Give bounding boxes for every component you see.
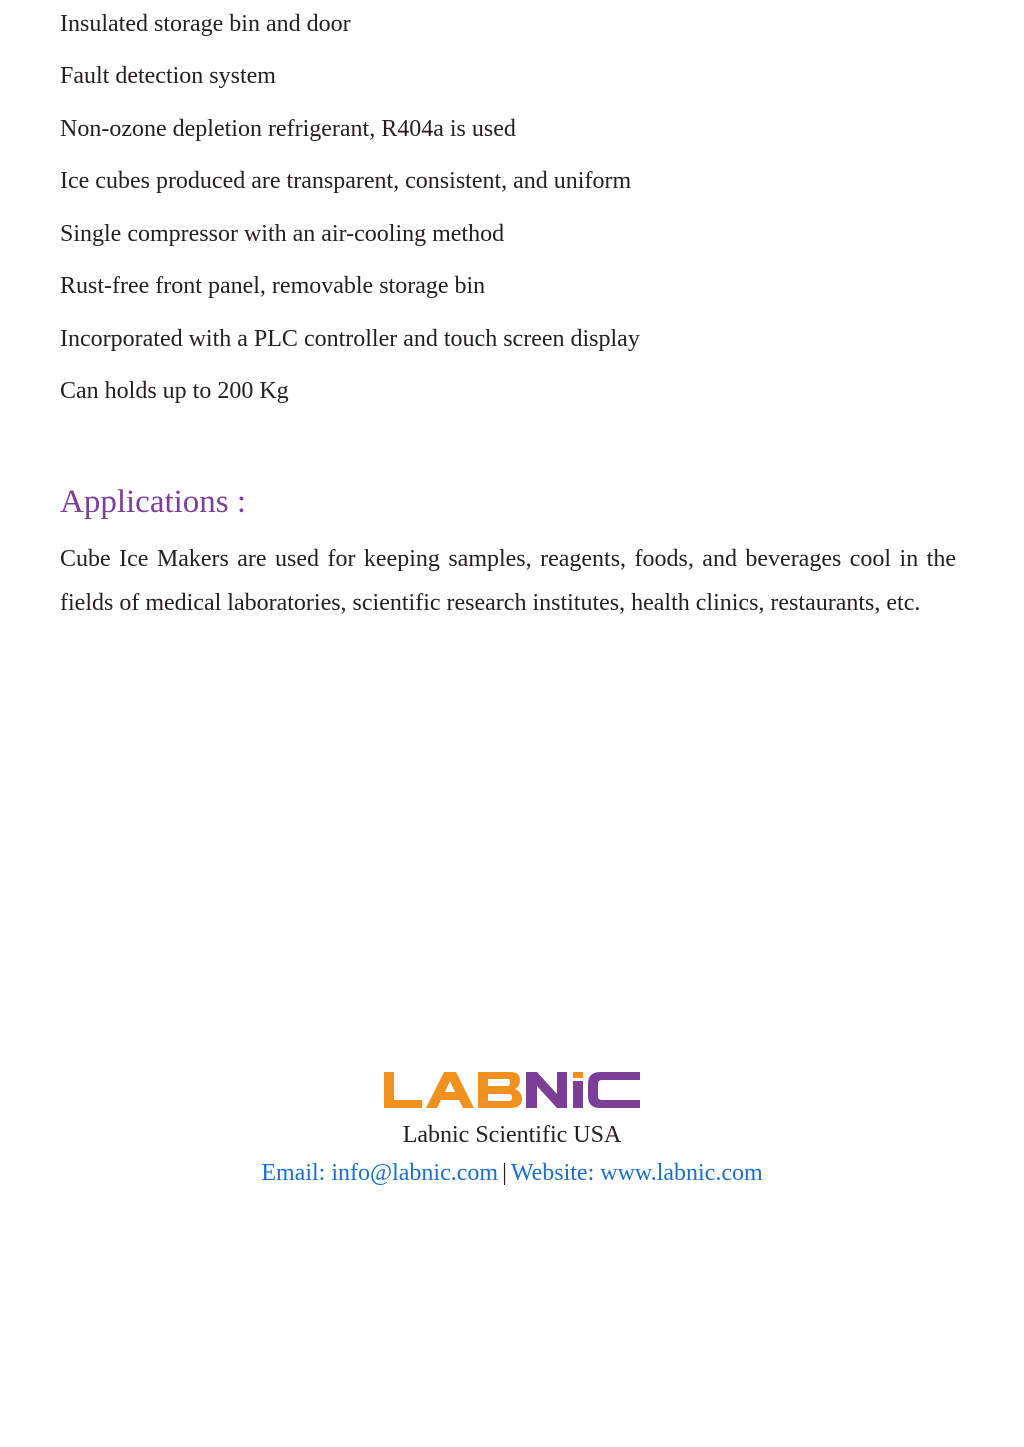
- applications-heading: Applications :: [60, 484, 247, 520]
- labnic-logo: [382, 1066, 642, 1112]
- feature-item: Can holds up to 200 Kg: [60, 378, 289, 404]
- website-link[interactable]: Website: www.labnic.com: [510, 1160, 763, 1186]
- feature-item: Incorporated with a PLC controller and touch screen display: [60, 326, 640, 352]
- separator: |: [502, 1160, 507, 1186]
- contact-line: [0, 1158, 1024, 1188]
- feature-item: Fault detection system: [60, 63, 276, 89]
- feature-item: Single compressor with an air-cooling method: [60, 221, 505, 247]
- applications-paragraph: Cube Ice Makers are used for keeping samples, reagents, foods, and beverages cool in the fields of medical laboratories, scientific research institutes, health clinics, restaurants, etc.: [60, 546, 956, 616]
- email-link[interactable]: Email: info@labnic.com: [261, 1160, 499, 1186]
- feature-item: Rust-free front panel, removable storage bin: [60, 273, 486, 299]
- footer: [0, 1066, 1024, 1188]
- feature-item: Ice cubes produced are transparent, consistent, and uniform: [60, 168, 632, 194]
- feature-item: Non-ozone depletion refrigerant, R404a is used: [60, 116, 516, 142]
- company-name: Labnic Scientific USA: [402, 1122, 622, 1148]
- feature-item: Insulated storage bin and door: [60, 11, 351, 37]
